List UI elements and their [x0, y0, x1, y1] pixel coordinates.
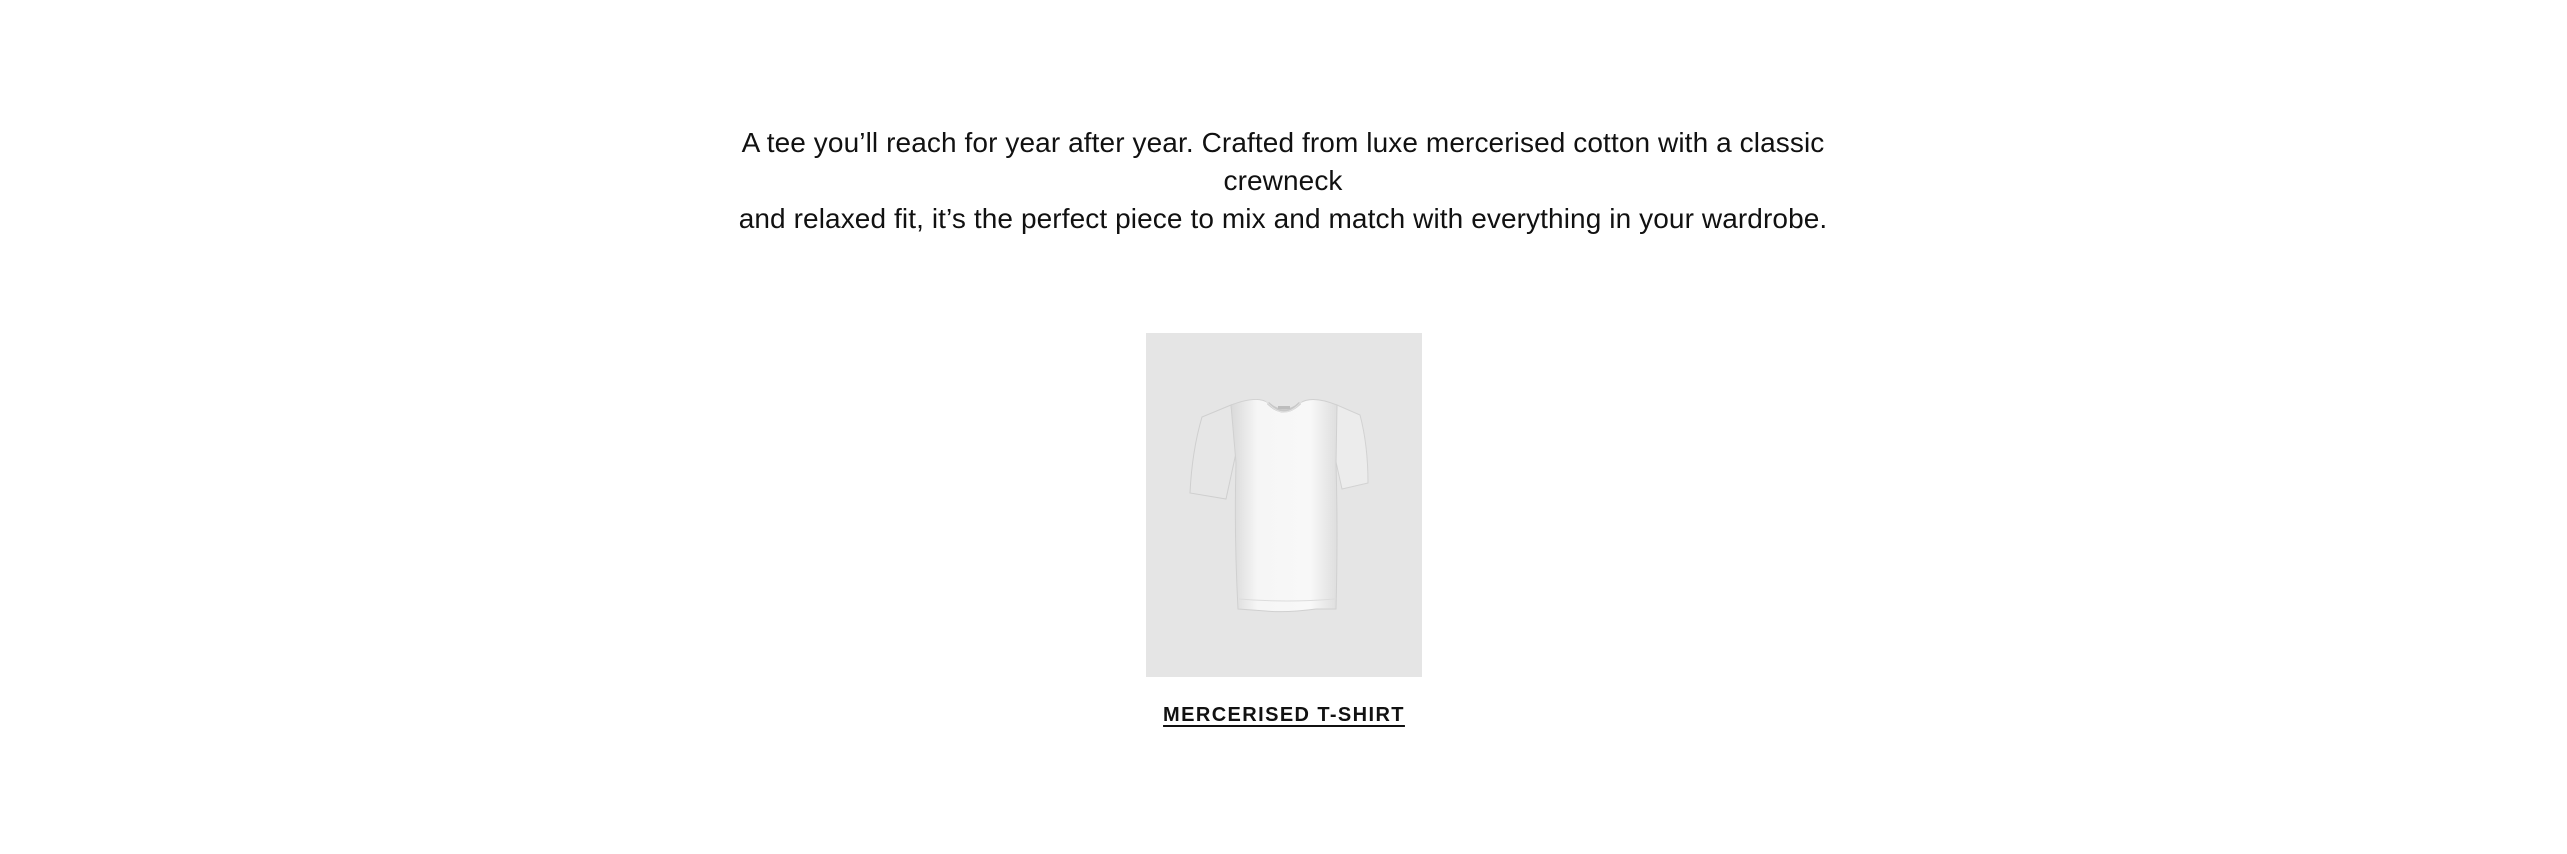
product-image[interactable]	[1146, 333, 1422, 677]
description-line-1: A tee you’ll reach for year after year. Crafted from luxe mercerised cotton with a classic crewneck	[741, 127, 1825, 196]
product-title-link[interactable]: MERCERISED T-SHIRT	[1163, 704, 1405, 726]
description-line-2: and relaxed fit, it’s the perfect piece to mix and match with everything in your wardrobe.	[738, 203, 1828, 234]
product-card[interactable]	[1146, 333, 1422, 727]
product-description	[683, 124, 1883, 238]
tshirt-image-icon	[1146, 333, 1422, 677]
